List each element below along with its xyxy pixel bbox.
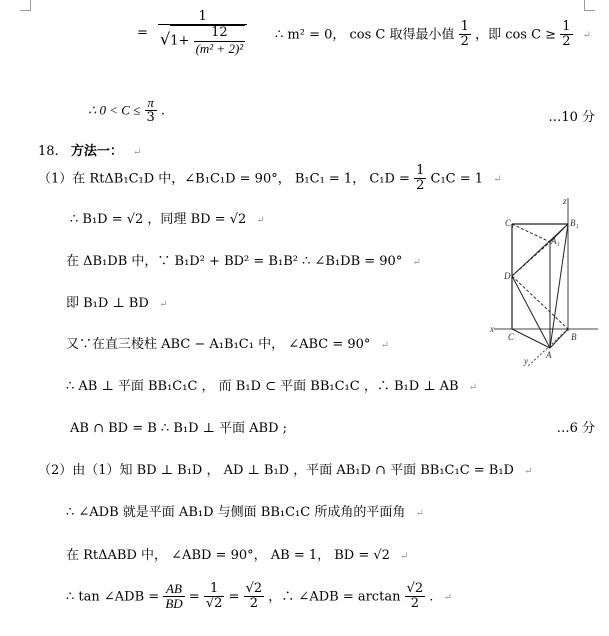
label-y: y <box>524 356 528 366</box>
score-10: …10 分 <box>548 110 595 125</box>
part1-half-num: 1 <box>416 163 425 178</box>
frac-1-root2 <box>204 582 225 612</box>
label-x: x <box>490 324 494 334</box>
pi-symbol: π <box>147 95 154 110</box>
range-text: ∴ 0 < C ≤ <box>88 102 141 118</box>
part2-triangle-text: 在 RtΔABD 中， ∠ABD = 90°， AB = 1， BD = √2 <box>66 548 390 563</box>
half-numerator: 1 <box>460 19 469 34</box>
frac-one: 1 <box>209 581 219 596</box>
label-a: A <box>546 350 552 360</box>
page-corner-mark-left <box>20 0 31 11</box>
inner-denominator: (m² + 2)² <box>195 40 244 56</box>
line-prism-text: 又∵在直三棱柱 ABC − A₁B₁C₁ 中， ∠ABC = 90° <box>66 337 371 352</box>
part2-angle <box>66 501 424 520</box>
return-mark: ↵ <box>380 340 389 351</box>
return-mark: ↵ <box>158 299 168 310</box>
line-prism <box>66 333 389 352</box>
line-triangle-b1db-text: 在 ΔB₁DB 中，∵ B₁D² + BD² = B₁B² ∴ ∠B₁DB = 90° <box>66 254 403 269</box>
so-cos-text: ，即 cos C ≥ <box>475 27 557 43</box>
question-18-heading <box>38 140 141 159</box>
frac-ab-bd <box>163 582 184 612</box>
label-d: D <box>504 271 511 281</box>
frac-root2: √2 <box>205 596 223 612</box>
label-a1: A₁ <box>551 236 560 246</box>
edge-d-a1 <box>512 242 550 276</box>
part1-tail: C₁C = 1 <box>430 171 484 187</box>
three: 3 <box>146 110 155 126</box>
line-b1d-root2-text: ∴ B₁D = √2 ，同理 BD = √2 <box>70 212 247 227</box>
half2-denominator: 2 <box>562 34 571 50</box>
line-intersection <box>70 417 287 436</box>
return-mark: ↵ <box>582 30 592 42</box>
arctan-text: ，∴ ∠ADB = arctan <box>268 589 401 605</box>
label-c: C <box>508 332 515 342</box>
range-line <box>88 96 165 126</box>
line-ab-perp-plane <box>66 375 477 394</box>
line-perp-bd <box>66 292 167 311</box>
edge-d-a <box>512 276 550 348</box>
half-fraction-2 <box>560 20 572 50</box>
frac-bd: BD <box>165 596 183 612</box>
line-intersection-text: AB ∩ BD = B ∴ B₁D ⊥ 平面 ABD ; <box>70 421 288 436</box>
label-b1: B₁ <box>570 218 579 228</box>
part1-intro <box>38 164 502 194</box>
main-fraction <box>158 10 247 56</box>
question-number: 18. <box>38 144 59 159</box>
prism-figure <box>488 196 608 366</box>
part2-triangle <box>66 544 408 563</box>
part1-intro-text: （1）在 RtΔB₁C₁D 中，∠B₁C₁D = 90°， B₁C₁ = 1， C₁D = <box>38 171 410 187</box>
edge-c-a <box>512 329 550 348</box>
return-mark: ↵ <box>256 215 265 226</box>
part2-angle-text: ∴ ∠ADB 就是平面 AB₁D 与侧面 BB₁C₁C 所成角的平面角 <box>66 505 406 520</box>
period: . <box>160 103 166 119</box>
main-fraction-denominator: √1+ $\frac{12}{\text{(m² + 2)²}}$ <box>158 24 247 56</box>
frac-two: 2 <box>244 596 265 611</box>
half2-numerator: 1 <box>562 19 571 34</box>
part1-half-den: 2 <box>416 178 425 194</box>
top-equation <box>137 10 247 56</box>
tan-end: . <box>429 589 434 605</box>
tan-prefix: ∴ tan ∠ADB = <box>66 589 160 605</box>
method-label: 方法一： <box>70 144 123 159</box>
inner-one-plus: 1+ <box>170 33 190 49</box>
pi-over-three <box>145 96 157 126</box>
return-mark: ↵ <box>443 592 452 604</box>
return-mark: ↵ <box>415 508 424 519</box>
eq2: = <box>228 589 240 605</box>
line-b1d-root2 <box>70 208 265 227</box>
return-mark: ↵ <box>493 174 502 186</box>
half-denominator: 2 <box>460 34 469 50</box>
frac-root2-num: √2 <box>245 581 263 596</box>
line-triangle-b1db <box>66 250 421 269</box>
return-mark: ↵ <box>524 466 533 477</box>
return-mark: ↵ <box>468 382 478 393</box>
line-ab-perp-plane-text: ∴ AB ⊥ 平面 BB₁C₁C ， 而 B₁D ⊂ 平面 BB₁C₁C ，∴ B₁D ⊥ AB <box>66 379 459 394</box>
equals-sign: = <box>137 25 148 41</box>
part2-intro-text: （2）由（1）知 BD ⊥ B₁D ， AD ⊥ B₁D ，平面 AB₁D ∩ 平面 BB₁C₁C = B₁D <box>38 463 514 478</box>
inner-fraction <box>194 26 246 56</box>
return-mark: ↵ <box>400 551 409 562</box>
main-fraction-numerator: 1 <box>198 9 207 24</box>
edge-c1-a1 <box>512 224 550 242</box>
top-conclusion <box>275 20 591 50</box>
frac-arctan <box>405 582 426 612</box>
part1-half <box>414 164 426 194</box>
return-mark: ↵ <box>132 147 142 158</box>
eq1: = <box>188 589 200 605</box>
tan-line <box>66 582 452 612</box>
frac-root2-over-2 <box>244 582 265 612</box>
page-corner-mark-right <box>584 0 595 11</box>
frac-arctan-num: √2 <box>406 581 424 596</box>
therefore-m-text: ∴ m² = 0， cos C 取得最小值 <box>275 27 455 43</box>
line-perp-bd-text: 即 B₁D ⊥ BD <box>66 296 149 311</box>
frac-arctan-den: 2 <box>405 596 426 611</box>
half-fraction <box>459 20 471 50</box>
label-z: z <box>563 196 567 206</box>
label-c1: C₁ <box>505 218 515 228</box>
frac-ab: AB <box>166 581 182 596</box>
return-mark: ↵ <box>412 257 421 268</box>
score-6: …6 分 <box>556 421 595 436</box>
part2-intro <box>38 459 533 478</box>
label-b: B <box>571 332 577 342</box>
inner-numerator: 12 <box>211 25 228 41</box>
